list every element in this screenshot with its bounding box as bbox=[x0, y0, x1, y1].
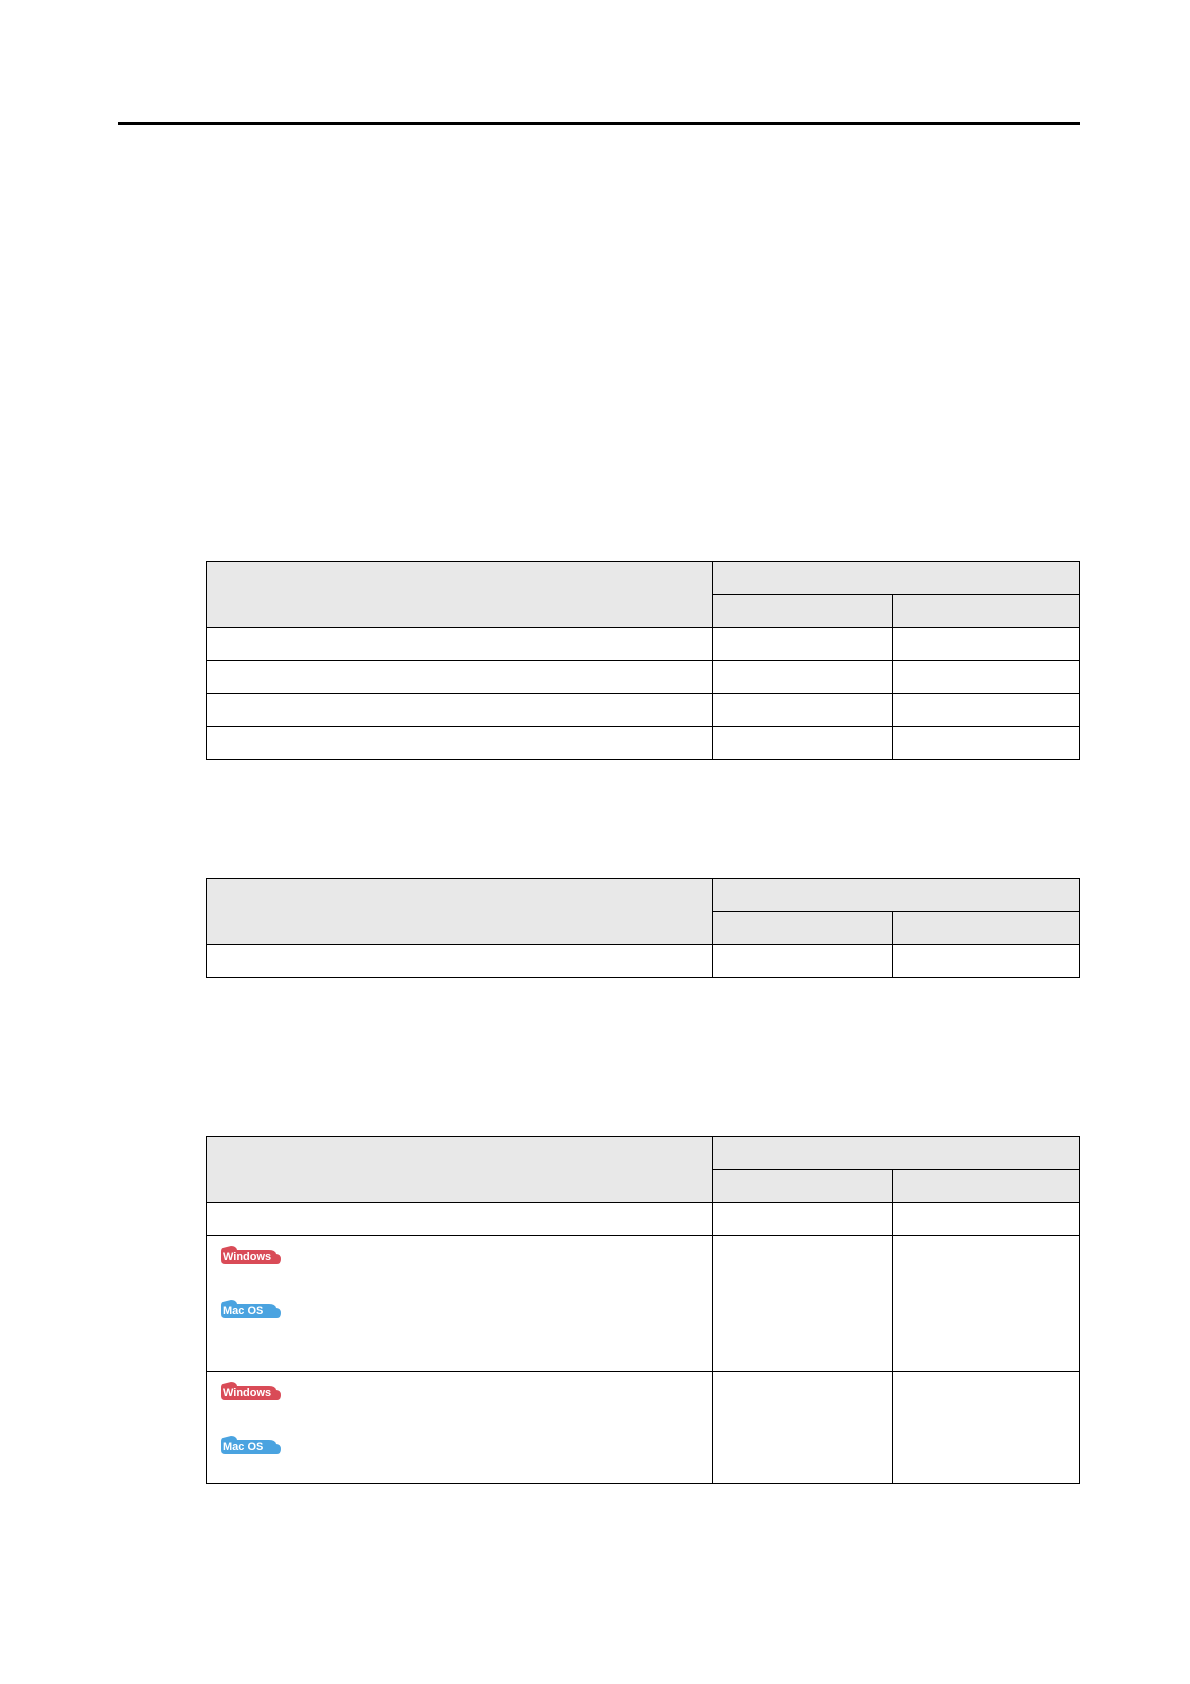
table-row bbox=[207, 727, 1080, 760]
table-row bbox=[207, 1203, 1080, 1236]
row-value-2 bbox=[893, 727, 1080, 760]
table-row bbox=[207, 945, 1080, 978]
row-value-1 bbox=[713, 694, 893, 727]
table-row-label-header bbox=[207, 879, 713, 945]
spec-table-2 bbox=[206, 878, 1080, 978]
table-group-header bbox=[713, 1137, 1080, 1170]
table-col1-header bbox=[713, 595, 893, 628]
row-value-2 bbox=[893, 945, 1080, 978]
table-row bbox=[207, 694, 1080, 727]
table-col2-header bbox=[893, 1170, 1080, 1203]
windows-badge-text: Windows bbox=[223, 1387, 272, 1399]
row-value-2 bbox=[893, 628, 1080, 661]
row-label bbox=[207, 727, 713, 760]
row-value-2 bbox=[893, 661, 1080, 694]
table-group-header bbox=[713, 879, 1080, 912]
row-value-1 bbox=[713, 1236, 893, 1372]
windows-badge-icon bbox=[219, 1244, 283, 1266]
row-value-1 bbox=[713, 945, 893, 978]
row-value-1 bbox=[713, 628, 893, 661]
spec-table-3 bbox=[206, 1136, 1080, 1484]
row-value-2 bbox=[893, 1372, 1080, 1484]
table-row bbox=[207, 661, 1080, 694]
table-row-label-header bbox=[207, 562, 713, 628]
macos-badge-text: Mac OS bbox=[223, 1305, 264, 1317]
row-label bbox=[207, 628, 713, 661]
row-value-1 bbox=[713, 661, 893, 694]
row-label bbox=[207, 945, 713, 978]
row-value-2 bbox=[893, 694, 1080, 727]
table-row bbox=[207, 628, 1080, 661]
table-col2-header bbox=[893, 912, 1080, 945]
table-row-label-header bbox=[207, 1137, 713, 1203]
row-value-2 bbox=[893, 1203, 1080, 1236]
table-group-header bbox=[713, 562, 1080, 595]
spec-table-1 bbox=[206, 561, 1080, 760]
windows-badge-icon bbox=[219, 1380, 283, 1402]
os-badges-cell bbox=[207, 1236, 713, 1372]
macos-badge-icon bbox=[219, 1434, 283, 1456]
row-label bbox=[207, 1203, 713, 1236]
table-row bbox=[207, 1372, 1080, 1484]
header-rule bbox=[118, 122, 1080, 125]
row-value-2 bbox=[893, 1236, 1080, 1372]
os-badges-cell bbox=[207, 1372, 713, 1484]
table-row bbox=[207, 1236, 1080, 1372]
row-value-1 bbox=[713, 1372, 893, 1484]
row-label bbox=[207, 694, 713, 727]
row-value-1 bbox=[713, 1203, 893, 1236]
table-col1-header bbox=[713, 1170, 893, 1203]
row-label bbox=[207, 661, 713, 694]
macos-badge-icon bbox=[219, 1298, 283, 1320]
table-col2-header bbox=[893, 595, 1080, 628]
macos-badge-text: Mac OS bbox=[223, 1441, 264, 1453]
windows-badge-text: Windows bbox=[223, 1251, 272, 1263]
table-col1-header bbox=[713, 912, 893, 945]
row-value-1 bbox=[713, 727, 893, 760]
